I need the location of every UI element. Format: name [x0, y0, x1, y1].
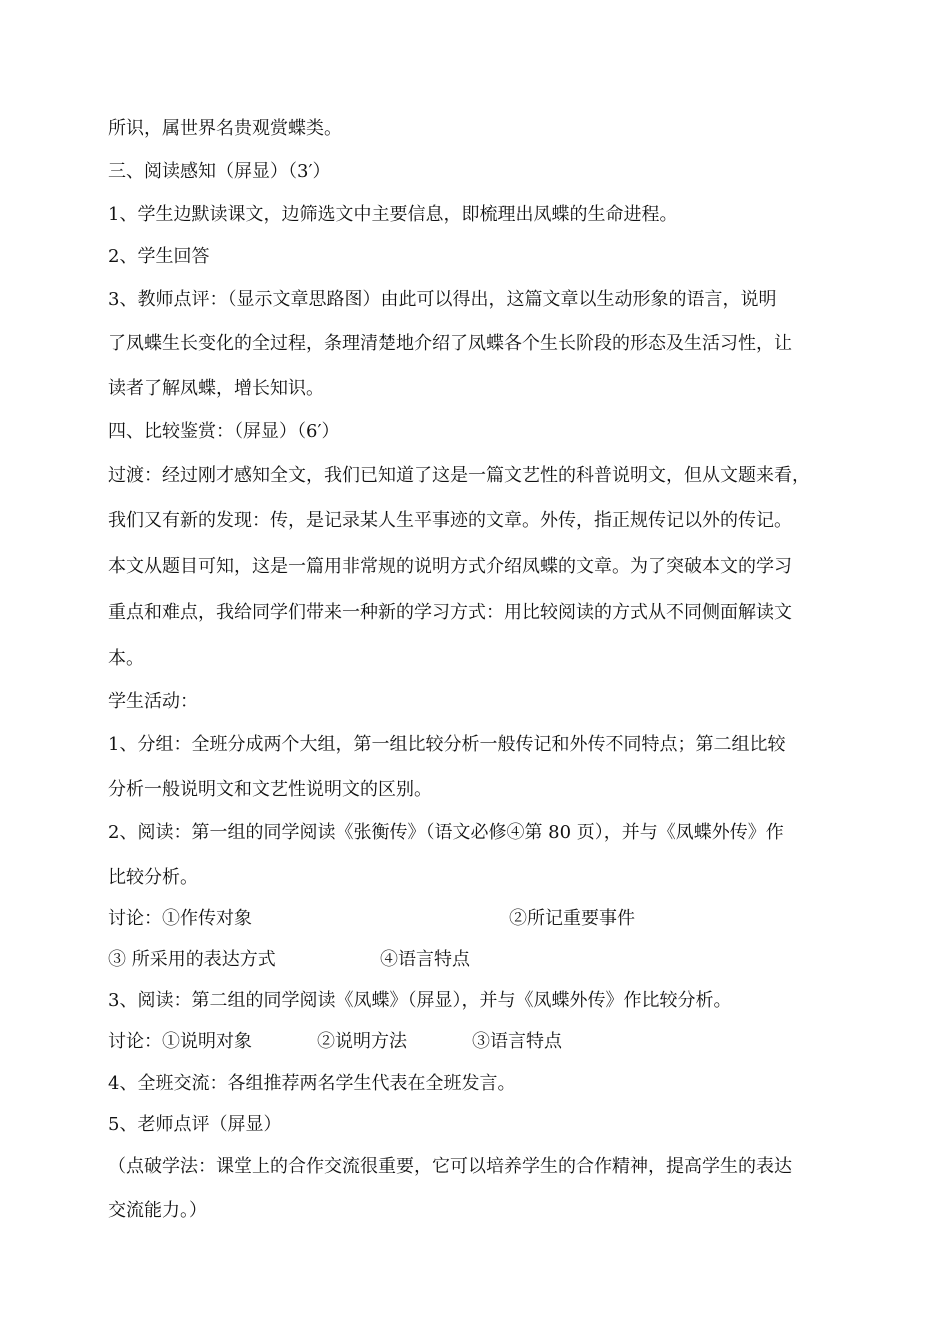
paragraph-line: 本。	[108, 648, 144, 669]
paragraph-line: 2、阅读：第一组的同学阅读《张衡传》（语文必修④第 80 页），并与《凤蝶外传》作	[108, 822, 784, 843]
paragraph-line: 所识，属世界名贵观赏蝶类。	[108, 118, 342, 139]
paragraph-line: 分析一般说明文和文艺性说明文的区别。	[108, 779, 432, 800]
paragraph-line: 5、老师点评（屏显）	[108, 1114, 282, 1135]
paragraph-line: 3、阅读：第二组的同学阅读《凤蝶》（屏显），并与《凤蝶外传》作比较分析。	[108, 990, 732, 1011]
paragraph-line: 1、分组：全班分成两个大组，第一组比较分析一般传记和外传不同特点；第二组比较	[108, 734, 786, 755]
paragraph-line: 3、教师点评：（显示文章思路图）由此可以得出，这篇文章以生动形象的语言，说明	[108, 289, 777, 310]
paragraph-line: 4、全班交流：各组推荐两名学生代表在全班发言。	[108, 1073, 516, 1094]
discussion-item: ③语言特点	[472, 1031, 562, 1052]
paragraph-line: 学生活动：	[108, 691, 198, 712]
section-heading: 四、比较鉴赏：（屏显）（6′）	[108, 421, 340, 442]
paragraph-line: 了凤蝶生长变化的全过程，条理清楚地介绍了凤蝶各个生长阶段的形态及生活习性，让	[108, 333, 792, 354]
discussion-row-1	[108, 907, 252, 931]
paragraph-line: 过渡：经过刚才感知全文，我们已知道了这是一篇文艺性的科普说明文，但从文题来看，	[108, 465, 810, 486]
paragraph-line: （点破学法：课堂上的合作交流很重要，它可以培养学生的合作精神，提高学生的表达	[108, 1156, 792, 1177]
paragraph-line: 比较分析。	[108, 867, 198, 888]
paragraph-line: 2、学生回答	[108, 246, 210, 267]
discussion-item: ②所记重要事件	[509, 908, 635, 929]
paragraph-line: 交流能力。）	[108, 1200, 207, 1221]
section-heading: 三、阅读感知（屏显）（3′）	[108, 161, 331, 182]
discussion-item: 讨论：①说明对象	[108, 1031, 252, 1052]
paragraph-line: 我们又有新的发现：传，是记录某人生平事迹的文章。外传，指正规传记以外的传记。	[108, 510, 792, 531]
discussion-item: ③ 所采用的表达方式	[108, 949, 276, 970]
paragraph-line: 读者了解凤蝶，增长知识。	[108, 378, 324, 399]
discussion-item: ④语言特点	[380, 949, 470, 970]
paragraph-line: 本文从题目可知，这是一篇用非常规的说明方式介绍凤蝶的文章。为了突破本文的学习	[108, 556, 792, 577]
discussion-item: ②说明方法	[317, 1031, 407, 1052]
discussion-item: 讨论：①作传对象	[108, 908, 252, 929]
paragraph-line: 1、学生边默读课文，边筛选文中主要信息，即梳理出凤蝶的生命进程。	[108, 204, 678, 225]
paragraph-line: 重点和难点，我给同学们带来一种新的学习方式：用比较阅读的方式从不同侧面解读文	[108, 602, 792, 623]
